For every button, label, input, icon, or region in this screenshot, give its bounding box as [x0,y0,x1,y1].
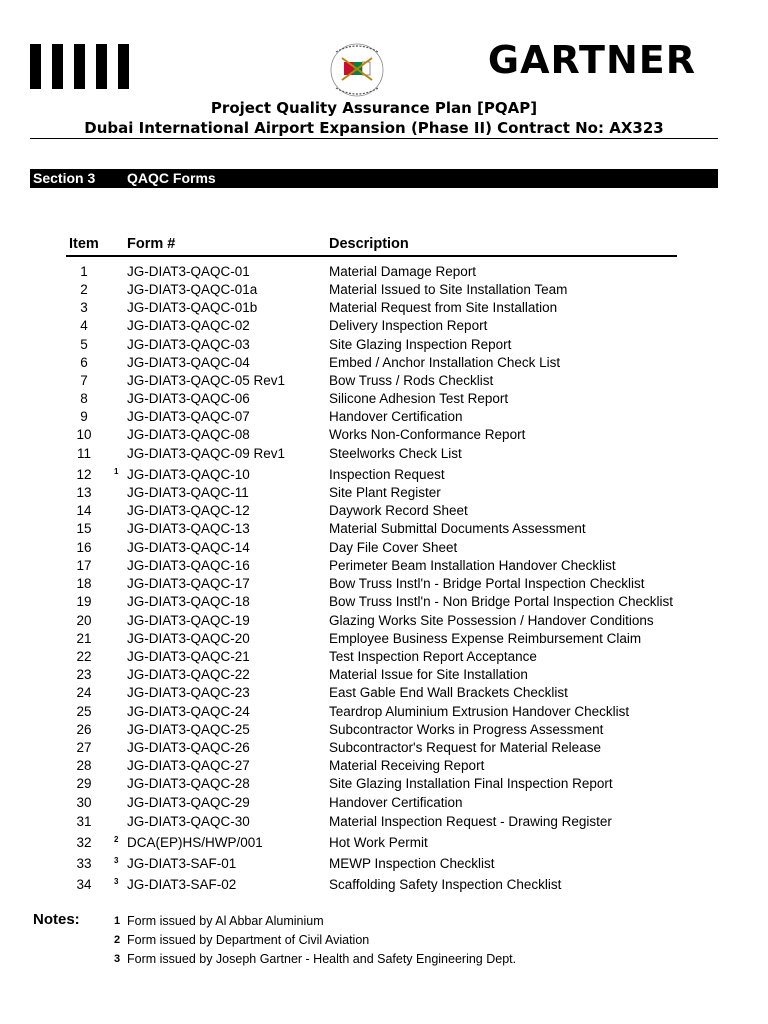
note-text: Form issued by Al Abbar Aluminium [127,914,324,928]
item-number: 22 [76,649,92,664]
footnote-marker: 3 [114,856,119,865]
table-row [0,721,768,739]
item-number: 11 [76,446,91,461]
note-number: 2 [114,934,121,946]
item-number: 34 [76,877,92,892]
header-divider [30,138,718,139]
table-row [0,502,768,520]
form-number: JG-DIAT3-QAQC-01b [127,300,258,315]
table-row [0,612,768,630]
note-item [0,951,768,967]
form-number: JG-DIAT3-QAQC-11 [127,485,249,500]
form-description: Material Issue for Site Installation [329,667,528,682]
item-number: 23 [76,667,92,682]
table-row [0,520,768,538]
note-number: 1 [114,915,121,927]
item-number: 25 [76,704,92,719]
item-number: 28 [76,758,92,773]
table-row [0,775,768,793]
document-subtitle: Dubai International Airport Expansion (Phase II) Contract No: AX323 [84,119,664,137]
table-row [0,354,768,372]
form-description: Handover Certification [329,795,463,810]
form-description: Embed / Anchor Installation Check List [329,355,561,370]
item-number: 1 [80,264,88,279]
section-header-bar [30,169,718,188]
item-number: 4 [80,318,88,333]
form-description: Employee Business Expense Reimbursement Claim [329,631,642,646]
form-number: JG-DIAT3-SAF-02 [127,877,237,892]
form-number: JG-DIAT3-QAQC-03 [127,337,250,352]
table-row [0,666,768,684]
dca-emblem-icon [322,40,392,98]
form-description: Steelworks Check List [329,446,462,461]
table-row [0,834,768,852]
table-row [0,855,768,873]
form-number: JG-DIAT3-QAQC-01a [127,282,258,297]
form-description: Handover Certification [329,409,463,424]
form-number: JG-DIAT3-QAQC-16 [127,558,250,573]
gartner-logo-text: GARTNER [487,38,696,82]
form-number: JG-DIAT3-QAQC-28 [127,776,250,791]
item-number: 3 [80,300,88,315]
table-row [0,575,768,593]
form-number: JG-DIAT3-QAQC-02 [127,318,250,333]
form-number: JG-DIAT3-QAQC-23 [127,685,250,700]
item-number: 20 [76,613,92,628]
form-description: Site Plant Register [329,485,441,500]
form-description: Test Inspection Report Acceptance [329,649,537,664]
form-number: JG-DIAT3-QAQC-13 [127,521,250,536]
note-number: 3 [114,953,121,965]
table-row [0,336,768,354]
form-number: JG-DIAT3-QAQC-30 [127,814,250,829]
table-row [0,484,768,502]
table-row [0,445,768,463]
table-row [0,372,768,390]
column-header-form: Form # [127,236,176,252]
note-text: Form issued by Department of Civil Aviation [127,933,370,947]
item-number: 10 [76,427,92,442]
item-number: 13 [76,485,92,500]
item-number: 33 [76,856,92,871]
table-row [0,593,768,611]
table-row [0,299,768,317]
note-item [0,913,768,929]
form-number: JG-DIAT3-QAQC-04 [127,355,250,370]
form-number: JG-DIAT3-QAQC-05 Rev1 [127,373,286,388]
form-number: JG-DIAT3-QAQC-12 [127,503,250,518]
form-description: Inspection Request [329,467,445,482]
footnote-marker: 2 [114,835,119,844]
item-number: 12 [76,467,92,482]
item-number: 7 [80,373,88,388]
form-description: Material Submittal Documents Assessment [329,521,586,536]
footnote-marker: 3 [114,877,119,886]
item-number: 26 [76,722,92,737]
item-number: 30 [76,795,92,810]
item-number: 9 [80,409,88,424]
table-row [0,317,768,335]
form-description: Subcontractor Works in Progress Assessment [329,722,604,737]
section-number: Section 3 [33,170,96,186]
form-description: Teardrop Aluminium Extrusion Handover Checklist [329,704,630,719]
note-text: Form issued by Joseph Gartner - Health and Safety Engineering Dept. [127,952,517,966]
form-description: Scaffolding Safety Inspection Checklist [329,877,562,892]
form-description: Bow Truss / Rods Checklist [329,373,494,388]
table-header-rule [66,255,677,257]
form-number: JG-DIAT3-QAQC-22 [127,667,250,682]
table-row [0,539,768,557]
form-description: Day File Cover Sheet [329,540,458,555]
form-number: DCA(EP)HS/HWP/001 [127,835,263,850]
form-description: Works Non-Conformance Report [329,427,526,442]
form-description: East Gable End Wall Brackets Checklist [329,685,568,700]
form-description: Daywork Record Sheet [329,503,468,518]
table-row [0,703,768,721]
form-number: JG-DIAT3-QAQC-26 [127,740,250,755]
item-number: 29 [76,776,92,791]
form-number: JG-DIAT3-QAQC-21 [127,649,250,664]
table-row [0,630,768,648]
form-number: JG-DIAT3-QAQC-18 [127,594,250,609]
form-description: Subcontractor's Request for Material Release [329,740,601,755]
item-number: 19 [76,594,92,609]
table-row [0,757,768,775]
item-number: 6 [80,355,88,370]
item-number: 14 [76,503,92,518]
table-row [0,390,768,408]
form-number: JG-DIAT3-QAQC-07 [127,409,250,424]
gartner-bars-logo-icon [30,44,130,89]
form-description: Glazing Works Site Possession / Handover Conditions [329,613,654,628]
form-number: JG-DIAT3-QAQC-10 [127,467,250,482]
item-number: 5 [80,337,88,352]
table-row [0,648,768,666]
form-description: Material Damage Report [329,264,477,279]
column-header-item: Item [69,236,99,252]
form-description: Material Receiving Report [329,758,485,773]
form-description: Perimeter Beam Installation Handover Checklist [329,558,616,573]
form-number: JG-DIAT3-QAQC-17 [127,576,250,591]
item-number: 18 [76,576,92,591]
table-row [0,466,768,484]
table-row [0,794,768,812]
form-description: Site Glazing Inspection Report [329,337,512,352]
table-row [0,281,768,299]
table-row [0,684,768,702]
form-description: Bow Truss Instl'n - Non Bridge Portal Inspection Checklist [329,594,673,609]
table-row [0,813,768,831]
table-row [0,426,768,444]
table-row [0,876,768,894]
item-number: 31 [76,814,92,829]
item-number: 21 [76,631,92,646]
note-item [0,932,768,948]
form-number: JG-DIAT3-QAQC-08 [127,427,250,442]
form-description: Hot Work Permit [329,835,428,850]
table-row [0,408,768,426]
document-title: Project Quality Assurance Plan [PQAP] [210,99,538,117]
form-number: JG-DIAT3-QAQC-14 [127,540,250,555]
form-description: Material Request from Site Installation [329,300,558,315]
form-number: JG-DIAT3-QAQC-06 [127,391,250,406]
form-number: JG-DIAT3-QAQC-09 Rev1 [127,446,286,461]
item-number: 24 [76,685,92,700]
form-number: JG-DIAT3-QAQC-29 [127,795,250,810]
form-number: JG-DIAT3-QAQC-01 [127,264,250,279]
form-description: Site Glazing Installation Final Inspection Report [329,776,613,791]
form-description: Material Issued to Site Installation Team [329,282,568,297]
form-description: MEWP Inspection Checklist [329,856,495,871]
table-row [0,263,768,281]
item-number: 8 [80,391,88,406]
section-title: QAQC Forms [127,170,216,186]
item-number: 17 [76,558,92,573]
footnote-marker: 1 [114,467,119,476]
item-number: 2 [80,282,88,297]
notes-label: Notes: [33,911,80,928]
form-number: JG-DIAT3-QAQC-19 [127,613,250,628]
column-header-description: Description [329,236,409,252]
form-description: Material Inspection Request - Drawing Register [329,814,612,829]
form-number: JG-DIAT3-QAQC-24 [127,704,250,719]
item-number: 15 [76,521,92,536]
form-number: JG-DIAT3-QAQC-25 [127,722,250,737]
form-number: JG-DIAT3-QAQC-20 [127,631,250,646]
form-description: Silicone Adhesion Test Report [329,391,509,406]
table-row [0,739,768,757]
item-number: 32 [76,835,92,850]
form-description: Bow Truss Instl'n - Bridge Portal Inspection Checklist [329,576,645,591]
form-number: JG-DIAT3-QAQC-27 [127,758,250,773]
form-description: Delivery Inspection Report [329,318,488,333]
form-number: JG-DIAT3-SAF-01 [127,856,237,871]
item-number: 16 [76,540,92,555]
table-row [0,557,768,575]
item-number: 27 [76,740,92,755]
